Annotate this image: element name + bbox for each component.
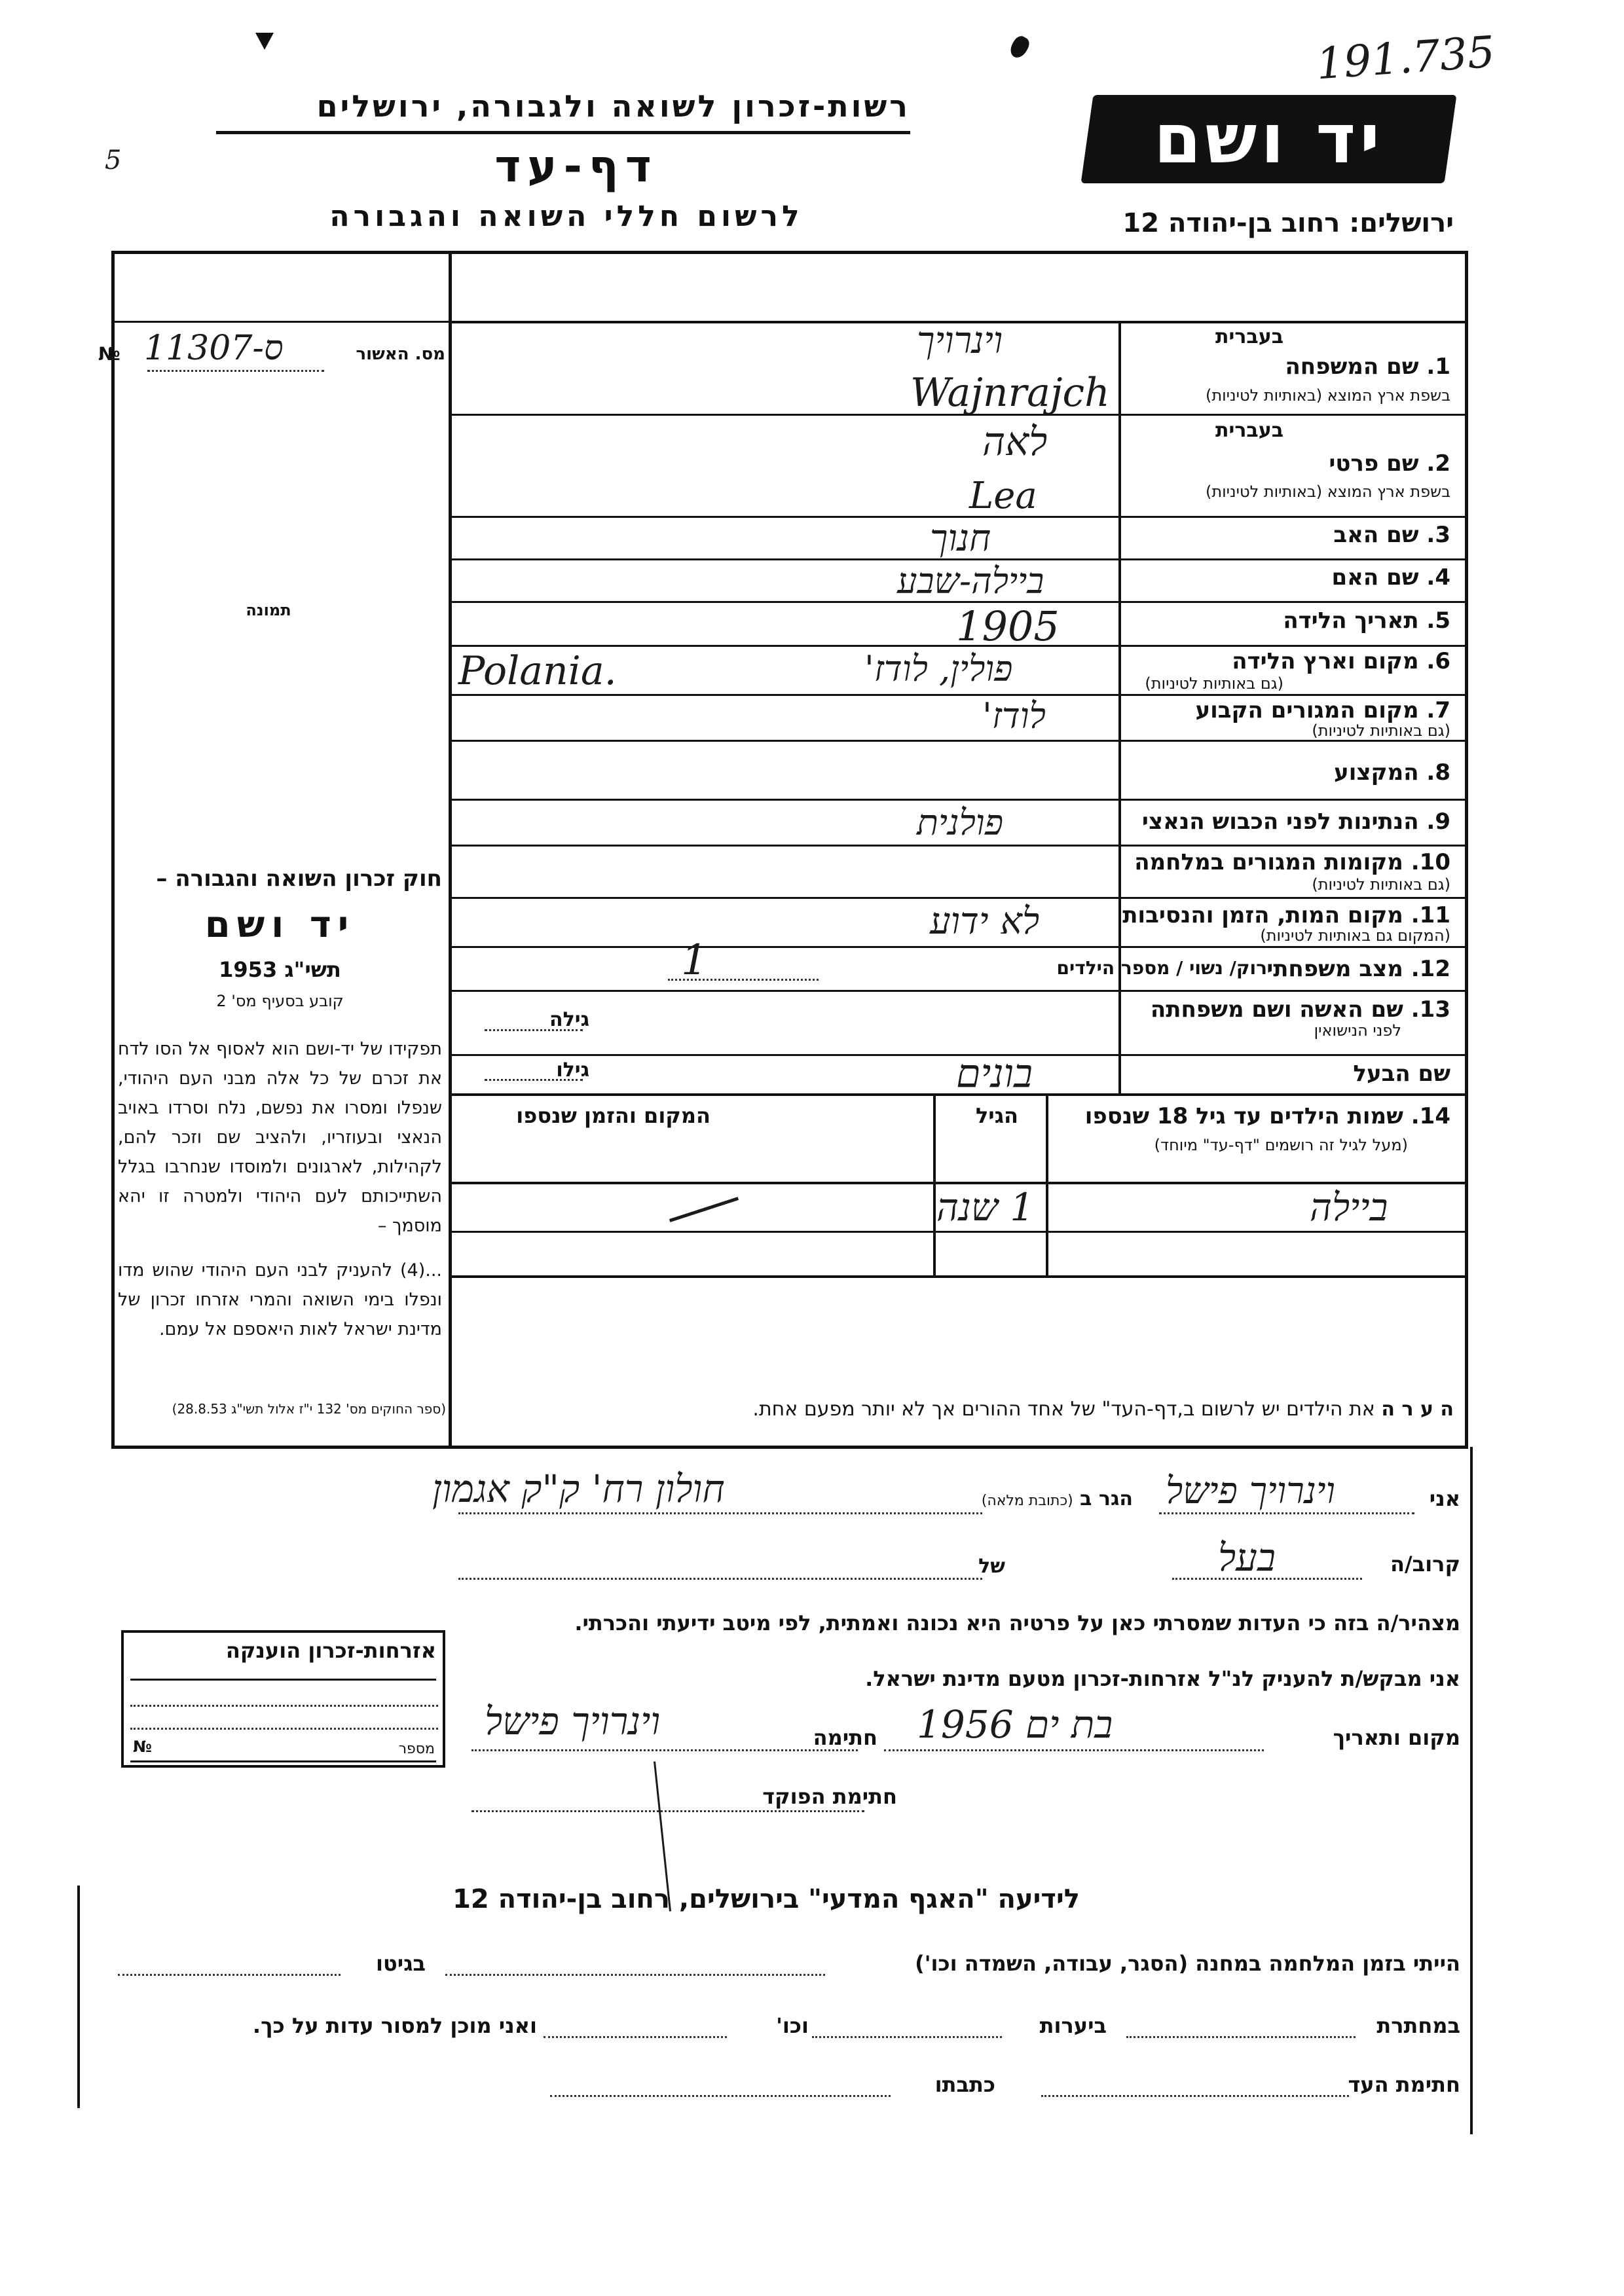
footer-line3-dotline-b	[550, 2095, 891, 2097]
field-6-value-latin[interactable]: Polania.	[458, 648, 617, 694]
relation-value[interactable]: בעל	[1218, 1535, 1276, 1580]
child-1-name[interactable]: ביילה	[1310, 1185, 1388, 1230]
relation-label: קרוב/ה	[1390, 1552, 1460, 1576]
field-1-value-latin[interactable]: Wajnrajch	[910, 370, 1110, 416]
footer-line1-b: בגיטו	[376, 1951, 426, 1976]
authority-name: רשות-זכרון לשואה ולגבורה, ירושלים	[316, 88, 910, 124]
declarant-i-label: אני	[1429, 1486, 1460, 1511]
citizenship-box-line-1	[130, 1679, 436, 1681]
husband-label: שם הבעל	[1353, 1061, 1450, 1087]
of-label: של	[978, 1555, 1005, 1578]
wife-age-label: גילה	[549, 1008, 589, 1031]
field-3-label-text: שם האב	[1333, 522, 1419, 548]
field-13-number: 13.	[1411, 996, 1450, 1023]
field-9-value[interactable]: פולנית	[917, 802, 1004, 843]
signature-dotline	[471, 1749, 858, 1751]
footer-line2-dotline-a	[1126, 2036, 1356, 2038]
field-7-label-text: מקום המגורים הקבוע	[1195, 697, 1419, 723]
field-11-label	[1122, 902, 1450, 928]
children-col-divider-2	[933, 1093, 936, 1277]
husband-age-label: גילו	[556, 1059, 589, 1082]
footer-line2-c: וכו'	[776, 2013, 809, 2038]
field-12-label	[1266, 956, 1450, 982]
citizenship-box-dotline-2	[130, 1728, 438, 1730]
children-header-bottom	[449, 1182, 1467, 1184]
row-divider-9	[449, 845, 1467, 847]
signature-label: חתימה	[813, 1725, 877, 1750]
officer-label: חתימת הפוקד	[762, 1784, 897, 1809]
field-11-label-text: מקום המות, הזמן והנסיבות	[1122, 902, 1403, 928]
footer-line3-b: כתבתו	[934, 2072, 995, 2097]
field-13-note: לפני הנישואין	[1314, 1021, 1401, 1040]
citizenship-box-number-line	[130, 1760, 436, 1762]
field-3-label	[1333, 522, 1450, 548]
footer-frame-left	[77, 1886, 80, 2108]
lives-in-label: הגר ב	[1080, 1487, 1133, 1510]
children-note: (מעל לגיל זה רושמים "דף-עד" מיוחד)	[1154, 1136, 1408, 1154]
full-address-label: (כתובת מלאה)	[981, 1493, 1073, 1509]
citizenship-box-dotline-1	[130, 1705, 438, 1707]
field-1-hebrew-tag: בעברית	[1215, 325, 1283, 348]
field-4-value[interactable]: ביילה-שבע	[897, 560, 1044, 602]
child-1-age[interactable]: 1 שנה	[936, 1185, 1035, 1230]
field-12-number: 12.	[1411, 956, 1450, 982]
field-2-note: בשפת ארץ המוצא (באותיות לטיניות)	[1206, 483, 1450, 501]
corner-mark: 5	[105, 145, 122, 175]
law-year: תשי"ג 1953	[219, 957, 341, 982]
wife-age-dotline	[485, 1029, 583, 1031]
field-7-note: (גם באותיות לטיניות)	[1312, 721, 1450, 740]
remark-row	[452, 1398, 1454, 1421]
authority-underline	[216, 131, 910, 134]
field-13-label	[1151, 996, 1450, 1023]
row-divider-12	[449, 990, 1467, 992]
field-1-value-hebrew[interactable]: וינרויך	[917, 319, 1003, 362]
remark-text: את הילדים יש לרשום ב,דף-העד" של אחד ההורים אך לא יותר מפעם אחת.	[752, 1398, 1375, 1421]
husband-value[interactable]: בונים	[956, 1051, 1033, 1097]
field-7-value[interactable]: לודז'	[982, 695, 1046, 737]
husband-age-dotline	[485, 1079, 583, 1081]
field-4-label-text: שם האם	[1331, 564, 1419, 591]
footer-line2-a: במחתרת	[1376, 2013, 1460, 2038]
law-name: יד ושם	[204, 903, 356, 946]
address: ירושלים: רחוב בן-יהודה 12	[1122, 208, 1454, 238]
field-1-label	[1285, 354, 1450, 380]
citizenship-box	[121, 1630, 445, 1768]
frame-top	[111, 251, 1467, 254]
field-12-value[interactable]: 1	[681, 936, 708, 985]
declarant-address-dotline	[458, 1512, 982, 1514]
field-10-number: 10.	[1411, 849, 1450, 875]
approval-number-dotline	[147, 370, 324, 372]
officer-dotline	[471, 1810, 864, 1812]
request-text: אני מבקש/ת להעניק לנ"ל אזרחות-זכרון מטעם מדינת ישראל.	[865, 1666, 1460, 1691]
relation-dotline	[1172, 1578, 1362, 1580]
footer-line3-dotline-a	[1041, 2095, 1349, 2097]
field-9-label	[1142, 809, 1450, 835]
field-4-number: 4.	[1426, 564, 1450, 591]
footer-line2-b: ביערות	[1039, 2013, 1107, 2038]
doc-title: דף-עד	[494, 141, 658, 192]
law-title: חוק זכרון השואה והגבורה –	[156, 866, 442, 892]
field-2-value-hebrew[interactable]: לאה	[982, 419, 1048, 465]
field-13-label-text: שם האשה ושם משפחתה	[1150, 996, 1403, 1023]
citizenship-box-number-label: מספר	[398, 1741, 435, 1757]
children-label-text: שמות הילדים עד גיל 18 שנספו	[1084, 1103, 1403, 1129]
field-6-label-text: מקום וארץ הלידה	[1232, 648, 1419, 674]
field-1-number: 1.	[1426, 354, 1450, 380]
field-8-label	[1334, 759, 1450, 786]
row-divider-8	[449, 799, 1467, 801]
punch-mark-right	[1007, 33, 1032, 60]
field-6-note: (גם באותיות לטיניות)	[1145, 674, 1283, 693]
children-row-divider	[449, 1231, 1467, 1233]
declarant-name-dotline	[1159, 1512, 1414, 1514]
footer-line2-dotline-b	[812, 2036, 1002, 2038]
approval-number-row	[98, 329, 445, 373]
place-date-value[interactable]: בת ים 1956	[917, 1702, 1113, 1747]
footer-line2-dotline-c	[544, 2036, 727, 2038]
notice-title: לידיעה "האגף המדעי" בירושלים, רחוב בן-יהודה 12	[452, 1884, 1080, 1914]
approval-number-value[interactable]: 11307-ס	[144, 329, 284, 368]
field-2-label-text: שם פרטי	[1329, 450, 1419, 477]
field-12-label-text: מצב משפחתי	[1266, 956, 1403, 982]
row-divider-10	[449, 897, 1467, 899]
field-5-value[interactable]: 1905	[956, 602, 1060, 650]
field-8-number: 8.	[1426, 759, 1450, 786]
field-10-note: (גם באותיות לטיניות)	[1312, 875, 1450, 894]
field-5-label	[1283, 608, 1450, 634]
law-text-2: ...(4) להעניק לבני העם היהודי שהוש מדו ונפלו בימי השואה והמרי אזרחו זכרון של מדינת ישראל לאות היאספם אל עמם.	[118, 1260, 442, 1339]
row-divider-6	[449, 694, 1467, 696]
field-6-number: 6.	[1426, 648, 1450, 674]
footer-line3-a: חתימת העד	[1348, 2072, 1460, 2097]
field-9-label-text: הנתינות לפני הכבוש הנאצי	[1141, 809, 1419, 835]
children-number: 14.	[1411, 1103, 1450, 1129]
field-1-note: בשפת ארץ המוצא (באותיות לטיניות)	[1206, 386, 1450, 405]
field-3-number: 3.	[1426, 522, 1450, 548]
footer-frame-right	[1470, 1447, 1473, 2134]
doc-subtitle: לרשום חללי השואה והגבורה	[329, 200, 803, 233]
field-2-number: 2.	[1426, 450, 1450, 477]
field-11-number: 11.	[1411, 902, 1450, 928]
field-2-label	[1329, 450, 1450, 477]
child-1-place-mark	[669, 1197, 739, 1222]
field-1-label-text: שם המשפחה	[1285, 354, 1419, 380]
children-place-header: המקום והזמן שנספו	[516, 1103, 710, 1128]
declarant-address[interactable]: חולון רח' ק"ק אגמון	[432, 1467, 725, 1511]
remark-label: ה ע ר ה	[1381, 1398, 1454, 1421]
field-8-label-text: המקצוע	[1334, 759, 1419, 786]
field-6-value[interactable]: פולין, לודז'	[864, 648, 1013, 689]
frame-left	[111, 251, 115, 1449]
field-12-options: רוק/ נשוי / מספר הילדים	[1056, 957, 1267, 979]
field-7-label	[1195, 697, 1450, 723]
citizenship-box-title: אזרחות-זכרון הוענקה	[225, 1638, 436, 1663]
field-6-label	[1232, 648, 1450, 674]
field-10-label-text: מקומות המגורים במלחמה	[1134, 849, 1403, 875]
photo-label: תמונה	[246, 601, 291, 619]
sidebar-divider	[449, 251, 452, 1449]
declarant-lives-label	[982, 1487, 1133, 1510]
children-col-divider-1	[1046, 1093, 1048, 1277]
field-3-value[interactable]: חנוך	[930, 517, 991, 560]
archive-number: 191.735	[1314, 26, 1497, 90]
children-label	[1085, 1103, 1450, 1129]
declarant-name[interactable]: וינרויך פישל	[1166, 1470, 1335, 1512]
field-2-hebrew-tag: בעברית	[1215, 419, 1283, 442]
place-date-label: מקום ותאריך	[1333, 1725, 1460, 1750]
place-date-dotline	[884, 1749, 1264, 1751]
law-section: קובע בסעיף מס' 2	[216, 992, 344, 1010]
footer-line1-a: הייתי בזמן המלחמה במחנה (הסגר, עבודה, השמדה וכו')	[915, 1951, 1460, 1976]
children-age-header: הגיל	[975, 1103, 1018, 1128]
field-11-value[interactable]: לא ידוע	[930, 900, 1040, 943]
of-dotline	[458, 1578, 982, 1580]
citizenship-box-number-suffix: №	[133, 1738, 152, 1756]
footer-line1-dotline-b	[118, 1974, 341, 1976]
frame-bottom	[111, 1446, 1467, 1449]
yad-vashem-logo	[1081, 95, 1457, 183]
signature-value[interactable]: וינרויך פישל	[485, 1699, 661, 1743]
approval-number-prefix: №	[98, 343, 120, 365]
field-2-value-latin[interactable]: Lea	[969, 475, 1037, 517]
approval-number-label: מס. האשור	[356, 344, 445, 364]
logo-text: יד ושם	[1154, 99, 1384, 179]
sidebar-box-bottom	[111, 321, 449, 323]
field-7-number: 7.	[1426, 697, 1450, 723]
field-11-note: (המקום גם באותיות לטיניות)	[1260, 926, 1450, 945]
children-table-bottom	[449, 1275, 1467, 1278]
row-divider-11	[449, 946, 1467, 948]
frame-right	[1465, 251, 1468, 1449]
punch-mark-left	[255, 33, 274, 50]
law-text-1: תפקידו של יד-ושם הוא לאסוף אל הסו לדח את זכרם של כל אלה מבני העם היהודי, שנפלו ומסרו את נפשם, נלח וסרדו באויב הנאצי ובעוזריו, ולהציב שם וזכר להם, לקהילות, לארגונים ולמוסדו שנחרבו בגלל השתייכותם לעם היהודי ולמטרה זו יהא מוסמך –	[118, 1039, 442, 1236]
field-5-label-text: תאריך הלידה	[1283, 608, 1419, 634]
field-4-label	[1331, 564, 1450, 591]
certify-text: מצהיר/ה בזה כי העדות שמסרתי כאן על פרטיה היא נכונה ואמתית, לפי מיטב ידיעתי והכרתי.	[574, 1611, 1460, 1635]
footer-line2-d: ואני מוכן למסור עדות על כך.	[252, 2013, 537, 2038]
row-divider-7	[449, 740, 1467, 742]
field-10-label	[1134, 849, 1450, 875]
field-5-number: 5.	[1426, 608, 1450, 634]
footer-line1-dotline-a	[445, 1974, 825, 1976]
field-9-number: 9.	[1426, 809, 1450, 835]
law-source: (ספר החוקים מס' 132 י"ז אלול תשי"ג 28.8.53)	[172, 1401, 446, 1417]
